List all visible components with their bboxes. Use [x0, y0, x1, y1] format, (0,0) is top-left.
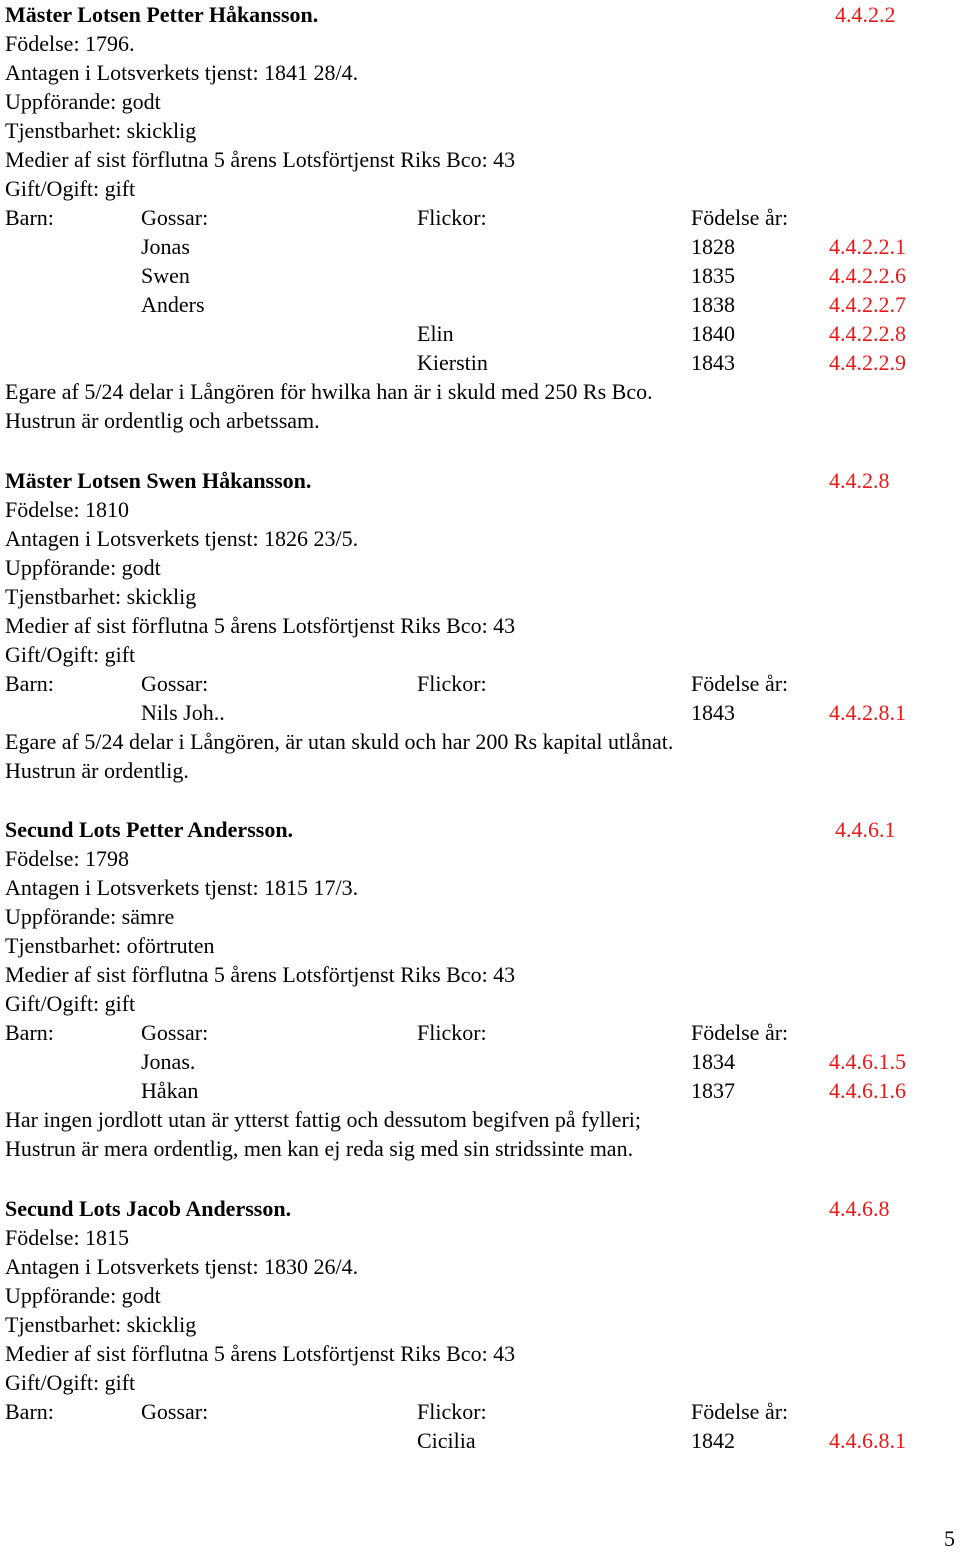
fitness-line: Tjenstbarhet: oförtruten — [5, 933, 215, 958]
children-barn-label: Barn: — [5, 1020, 54, 1045]
child-code: 4.4.2.2.7 — [829, 292, 906, 317]
children-flickor-label: Flickor: — [417, 205, 487, 230]
child-daughter: Cicilia — [417, 1428, 476, 1453]
marital-line: Gift/Ogift: gift — [5, 642, 136, 667]
earnings-line: Medier af sist förflutna 5 årens Lotsförtjenst Riks Bco: 43 — [5, 962, 516, 987]
entry-title: Mäster Lotsen Petter Håkansson. — [5, 2, 319, 27]
child-son: Håkan — [141, 1078, 199, 1103]
note-line: Egare af 5/24 delar i Långören för hwilka han är i skuld med 250 Rs Bco. — [5, 379, 653, 404]
page-number: 5 — [944, 1526, 955, 1551]
children-barn-label: Barn: — [5, 205, 54, 230]
child-birth-year: 1843 — [691, 350, 735, 375]
entry-title-line — [5, 0, 945, 29]
children-flickor-label: Flickor: — [417, 671, 487, 696]
children-header — [5, 203, 945, 232]
note-line: Egare af 5/24 delar i Långören, är utan skuld och har 200 Rs kapital utlånat. — [5, 729, 674, 754]
child-son: Jonas — [141, 234, 190, 259]
entry-swen-hakansson — [5, 466, 945, 785]
child-birth-year: 1843 — [691, 700, 735, 725]
children-year-label: Födelse år: — [691, 671, 789, 696]
child-son: Jonas. — [141, 1049, 196, 1074]
child-row — [5, 232, 945, 261]
conduct-line: Uppförande: sämre — [5, 904, 175, 929]
children-gossar-label: Gossar: — [141, 205, 209, 230]
note-line: Hustrun är ordentlig och arbetssam. — [5, 408, 320, 433]
entry-jacob-andersson — [5, 1194, 945, 1455]
entry-title-line — [5, 1194, 945, 1223]
children-barn-label: Barn: — [5, 671, 54, 696]
entry-title-line — [5, 815, 945, 844]
children-year-label: Födelse år: — [691, 205, 789, 230]
note-line: Har ingen jordlott utan är ytterst fattig och dessutom begifven på fylleri; — [5, 1107, 641, 1132]
children-header — [5, 669, 945, 698]
child-row — [5, 1076, 945, 1105]
birth-line: Födelse: 1796. — [5, 31, 135, 56]
entry-code: 4.4.2.8 — [829, 468, 890, 493]
children-year-label: Födelse år: — [691, 1020, 789, 1045]
entry-petter-hakansson — [5, 0, 945, 435]
child-birth-year: 1840 — [691, 321, 735, 346]
child-row — [5, 319, 945, 348]
service-line: Antagen i Lotsverkets tjenst: 1830 26/4. — [5, 1254, 359, 1279]
children-flickor-label: Flickor: — [417, 1020, 487, 1045]
child-birth-year: 1834 — [691, 1049, 735, 1074]
child-daughter: Kierstin — [417, 350, 488, 375]
service-line: Antagen i Lotsverkets tjenst: 1826 23/5. — [5, 526, 359, 551]
children-year-label: Födelse år: — [691, 1399, 789, 1424]
entry-code: 4.4.6.1 — [835, 817, 896, 842]
marital-line: Gift/Ogift: gift — [5, 1370, 136, 1395]
child-code: 4.4.6.8.1 — [829, 1428, 906, 1453]
entry-title: Mäster Lotsen Swen Håkansson. — [5, 468, 312, 493]
service-line: Antagen i Lotsverkets tjenst: 1815 17/3. — [5, 875, 359, 900]
child-row — [5, 698, 945, 727]
child-code: 4.4.2.2.1 — [829, 234, 906, 259]
fitness-line: Tjenstbarhet: skicklig — [5, 118, 197, 143]
conduct-line: Uppförande: godt — [5, 89, 161, 114]
children-header — [5, 1397, 945, 1426]
child-code: 4.4.2.2.9 — [829, 350, 906, 375]
conduct-line: Uppförande: godt — [5, 555, 161, 580]
child-son: Swen — [141, 263, 190, 288]
child-row — [5, 1047, 945, 1076]
children-barn-label: Barn: — [5, 1399, 54, 1424]
marital-line: Gift/Ogift: gift — [5, 176, 136, 201]
note-line: Hustrun är ordentlig. — [5, 758, 189, 783]
children-gossar-label: Gossar: — [141, 1020, 209, 1045]
children-header — [5, 1018, 945, 1047]
child-birth-year: 1835 — [691, 263, 735, 288]
child-row — [5, 261, 945, 290]
marital-line: Gift/Ogift: gift — [5, 991, 136, 1016]
child-birth-year: 1842 — [691, 1428, 735, 1453]
conduct-line: Uppförande: godt — [5, 1283, 161, 1308]
entry-code: 4.4.6.8 — [829, 1196, 890, 1221]
earnings-line: Medier af sist förflutna 5 årens Lotsförtjenst Riks Bco: 43 — [5, 1341, 516, 1366]
child-birth-year: 1838 — [691, 292, 735, 317]
child-row — [5, 348, 945, 377]
note-line: Hustrun är mera ordentlig, men kan ej reda sig med sin stridssinte man. — [5, 1136, 634, 1161]
child-birth-year: 1837 — [691, 1078, 735, 1103]
entry-title: Secund Lots Petter Andersson. — [5, 817, 294, 842]
child-code: 4.4.2.2.8 — [829, 321, 906, 346]
entry-title: Secund Lots Jacob Andersson. — [5, 1196, 292, 1221]
earnings-line: Medier af sist förflutna 5 årens Lotsförtjenst Riks Bco: 43 — [5, 613, 516, 638]
fitness-line: Tjenstbarhet: skicklig — [5, 584, 197, 609]
child-daughter: Elin — [417, 321, 454, 346]
children-gossar-label: Gossar: — [141, 1399, 209, 1424]
child-code: 4.4.6.1.5 — [829, 1049, 906, 1074]
child-code: 4.4.2.8.1 — [829, 700, 906, 725]
fitness-line: Tjenstbarhet: skicklig — [5, 1312, 197, 1337]
entry-petter-andersson — [5, 815, 945, 1163]
child-son: Nils Joh.. — [141, 700, 225, 725]
child-code: 4.4.2.2.6 — [829, 263, 906, 288]
child-code: 4.4.6.1.6 — [829, 1078, 906, 1103]
child-son: Anders — [141, 292, 205, 317]
entry-code: 4.4.2.2 — [835, 2, 896, 27]
entry-title-line — [5, 466, 945, 495]
birth-line: Födelse: 1798 — [5, 846, 130, 871]
child-row — [5, 290, 945, 319]
earnings-line: Medier af sist förflutna 5 årens Lotsförtjenst Riks Bco: 43 — [5, 147, 516, 172]
children-gossar-label: Gossar: — [141, 671, 209, 696]
children-flickor-label: Flickor: — [417, 1399, 487, 1424]
child-row — [5, 1426, 945, 1455]
birth-line: Födelse: 1810 — [5, 497, 130, 522]
birth-line: Födelse: 1815 — [5, 1225, 130, 1250]
service-line: Antagen i Lotsverkets tjenst: 1841 28/4. — [5, 60, 359, 85]
child-birth-year: 1828 — [691, 234, 735, 259]
